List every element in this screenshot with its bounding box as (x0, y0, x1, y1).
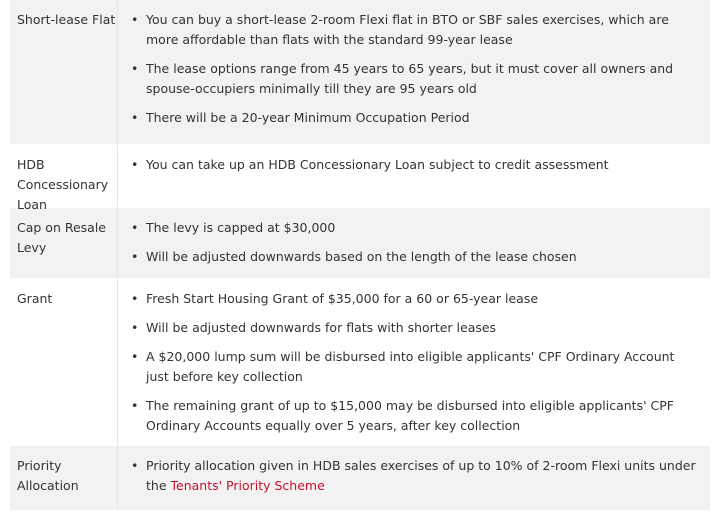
bullet-list (128, 456, 700, 496)
table-row-short-lease-flat (10, 0, 710, 145)
row-label: Cap on Resale Levy (10, 208, 118, 278)
list-item: • A $20,000 lump sum will be disbursed into eligible applicants' CPF Ordinary Account just before key collection (128, 347, 700, 387)
tenants-priority-scheme-link[interactable]: Tenants' Priority Scheme (170, 478, 325, 493)
list-item: • You can take up an HDB Concessionary Loan subject to credit assessment (128, 155, 700, 175)
bullet-list (128, 155, 700, 175)
list-item: • There will be a 20-year Minimum Occupation Period (128, 108, 700, 128)
row-label: Priority Allocation (10, 446, 118, 510)
list-item: • The remaining grant of up to $15,000 may be disbursed into eligible applicants' CPF Ordinary Accounts equally over 5 years, after key collection (128, 396, 700, 436)
row-label: Grant (10, 279, 118, 445)
row-content (118, 208, 710, 278)
row-label: HDB Concessionary Loan (10, 145, 118, 207)
list-item: • You can buy a short-lease 2-room Flexi flat in BTO or SBF sales exercises, which are more affordable than flats with the standard 99-year lease (128, 10, 700, 50)
benefits-table (10, 0, 710, 511)
list-item-text: Priority allocation given in HDB sales exercises of up to 10% of 2-room Flexi units under the (146, 458, 696, 493)
row-label: Short-lease Flat (10, 0, 118, 144)
list-item: • Will be adjusted downwards for flats with shorter leases (128, 318, 700, 338)
bullet-list (128, 289, 700, 436)
bullet-list (128, 10, 700, 128)
table-row-concessionary-loan (10, 145, 710, 212)
row-content (118, 279, 710, 445)
list-item (128, 456, 700, 496)
table-row-cap-on-resale-levy (10, 208, 710, 279)
row-content (118, 446, 710, 510)
table-row-grant (10, 279, 710, 446)
row-content (118, 0, 710, 144)
bullet-list (128, 218, 700, 267)
list-item: • The lease options range from 45 years to 65 years, but it must cover all owners and spouse-occupiers minimally till they are 95 years old (128, 59, 700, 99)
list-item: • The levy is capped at $30,000 (128, 218, 700, 238)
list-item: • Fresh Start Housing Grant of $35,000 for a 60 or 65-year lease (128, 289, 700, 309)
list-item: • Will be adjusted downwards based on the length of the lease chosen (128, 247, 700, 267)
table-row-priority-allocation (10, 446, 710, 511)
row-content (118, 145, 710, 207)
